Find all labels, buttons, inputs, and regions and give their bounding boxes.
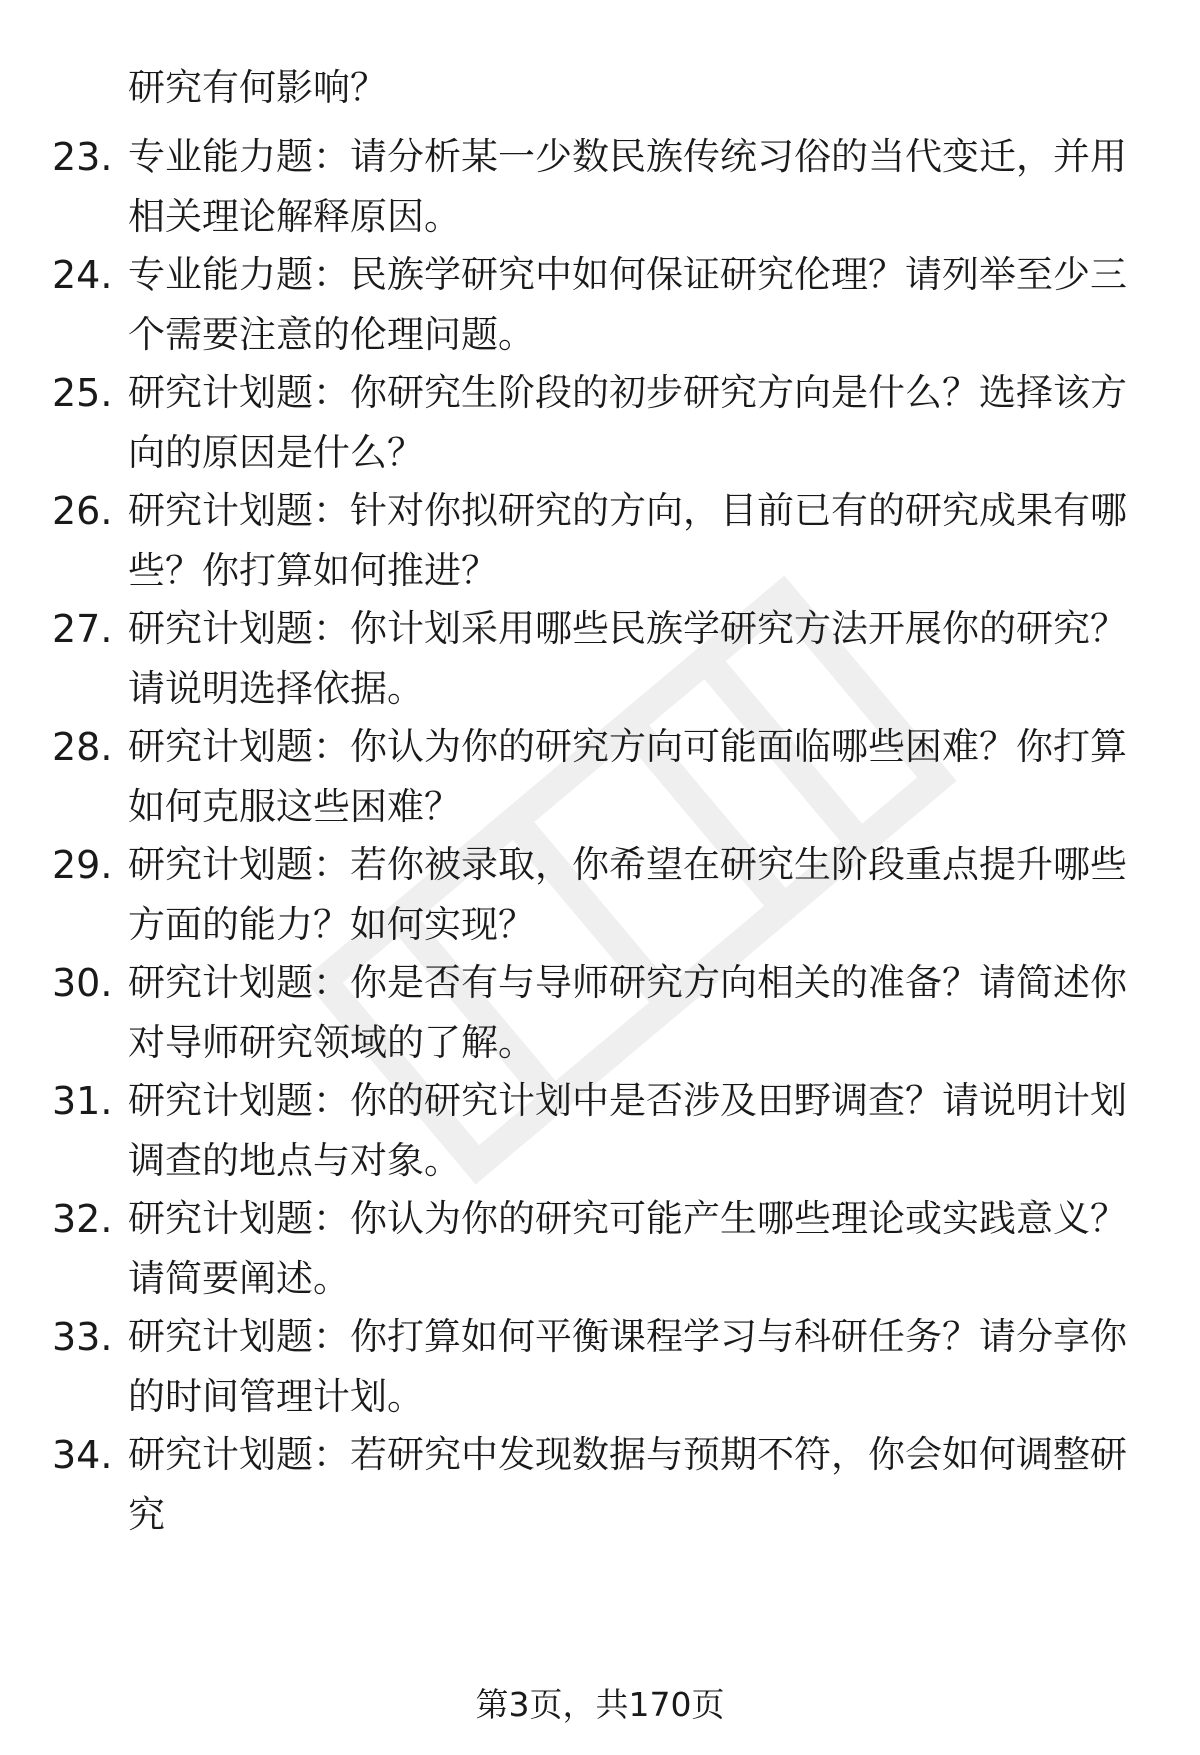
item-number: 32.: [52, 1197, 113, 1241]
item-number: 27.: [52, 607, 113, 651]
item-text: 研究计划题：你认为你的研究可能产生哪些理论或实践意义？请简要阐述。: [128, 1197, 1127, 1300]
item-text: 研究计划题：你计划采用哪些民族学研究方法开展你的研究？请说明选择依据。: [128, 607, 1127, 710]
item-text: 专业能力题：民族学研究中如何保证研究伦理？请列举至少三个需要注意的伦理问题。: [128, 253, 1127, 356]
page-footer: 第3页，共170页: [475, 1685, 725, 1724]
item-number: 26.: [52, 489, 113, 533]
item-text: 研究计划题：你是否有与导师研究方向相关的准备？请简述你对导师研究领域的了解。: [128, 961, 1127, 1064]
item-number: 33.: [52, 1315, 113, 1359]
item-text: 研究计划题：针对你拟研究的方向，目前已有的研究成果有哪些？你打算如何推进？: [128, 489, 1127, 592]
item-number: 28.: [52, 725, 113, 769]
item-number: 30.: [52, 961, 113, 1005]
item-text: 研究计划题：你打算如何平衡课程学习与科研任务？请分享你的时间管理计划。: [128, 1315, 1127, 1418]
item-number: 31.: [52, 1079, 113, 1123]
item-number: 34.: [52, 1433, 113, 1477]
item-text: 研究计划题：你研究生阶段的初步研究方向是什么？选择该方向的原因是什么？: [128, 371, 1127, 474]
intro-continuation-text: 研究有何影响？: [128, 66, 387, 109]
item-number: 23.: [52, 135, 113, 179]
item-text: 研究计划题：你认为你的研究方向可能面临哪些困难？你打算如何克服这些困难？: [128, 725, 1127, 828]
item-number: 24.: [52, 253, 113, 297]
item-number: 29.: [52, 843, 113, 887]
item-text: 专业能力题：请分析某一少数民族传统习俗的当代变迁，并用相关理论解释原因。: [128, 135, 1127, 238]
item-text: 研究计划题：若你被录取，你希望在研究生阶段重点提升哪些方面的能力？如何实现？: [128, 843, 1127, 946]
item-number: 25.: [52, 371, 113, 415]
item-text: 研究计划题：若研究中发现数据与预期不符，你会如何调整研究: [128, 1433, 1127, 1536]
item-text: 研究计划题：你的研究计划中是否涉及田野调查？请说明计划调查的地点与对象。: [128, 1079, 1127, 1182]
